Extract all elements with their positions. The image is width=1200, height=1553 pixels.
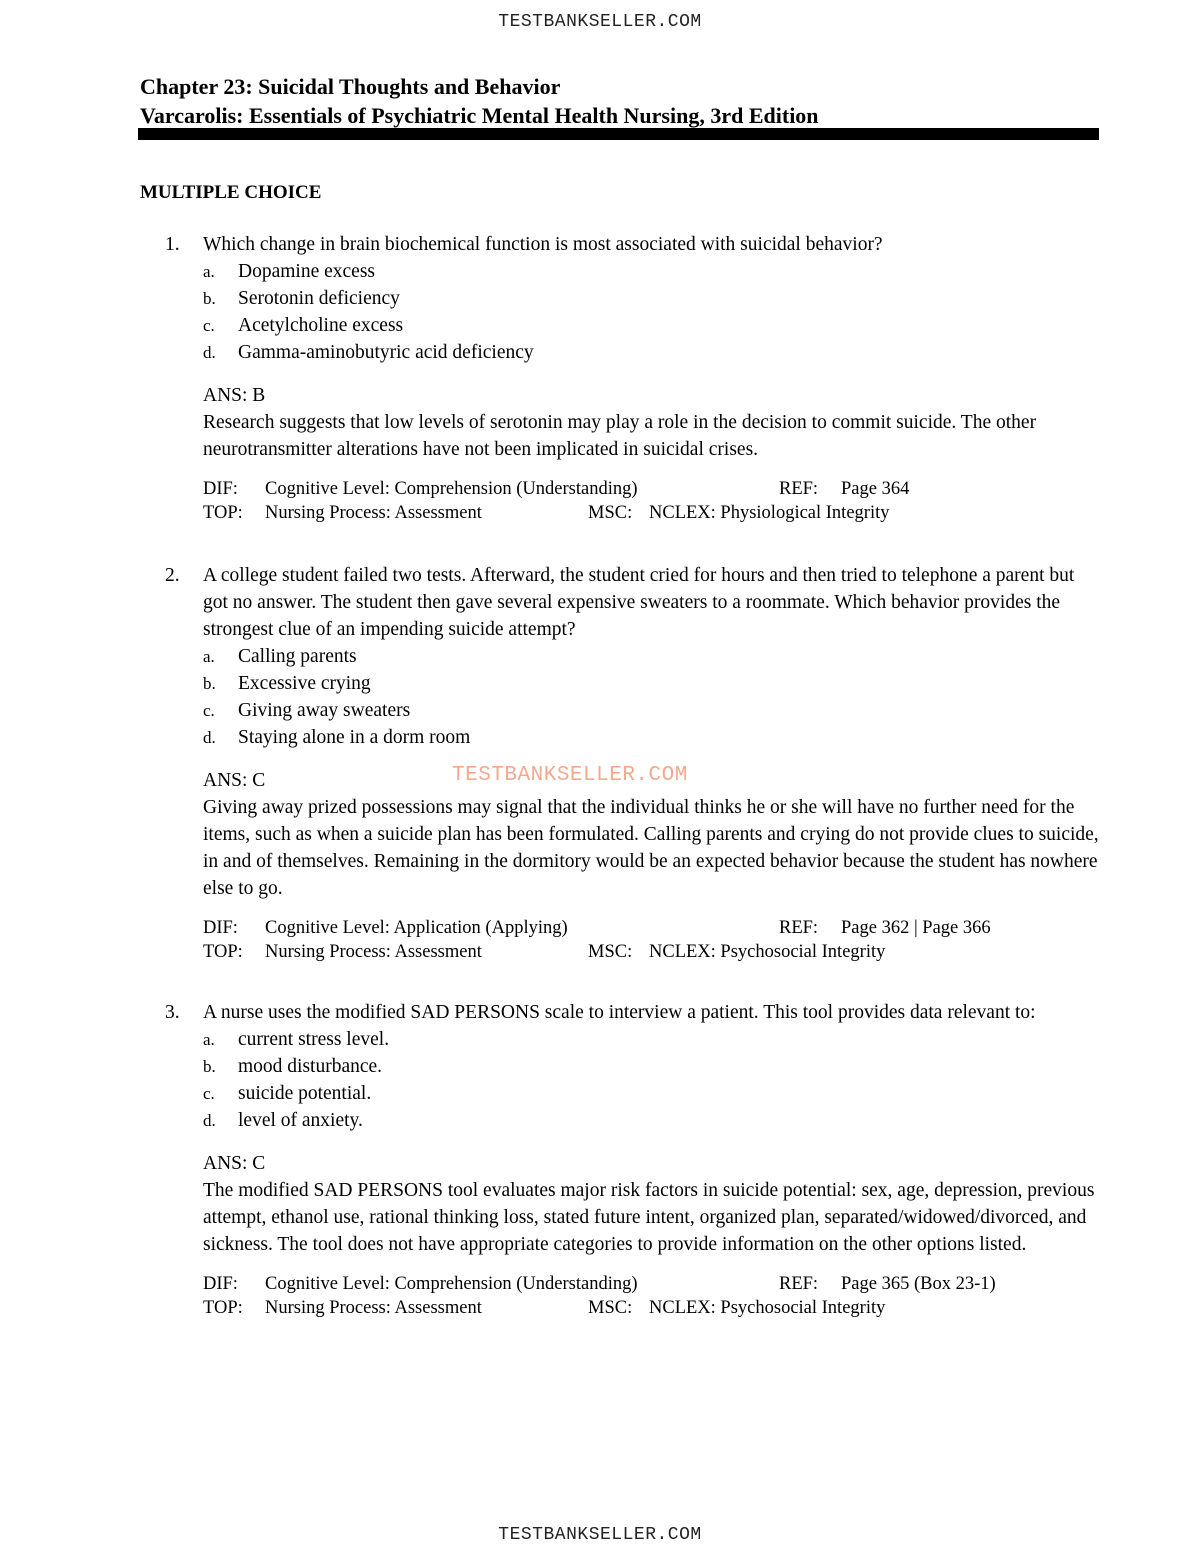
topic: Nursing Process: Assessment	[265, 942, 482, 962]
rationale: Giving away prized possessions may signal that the individual thinks he or she will have no further need for the items, such as when a suicide plan has been formulated. Calling parents and crying do not provide clues to suicide, in and of themselves. Remaining in the dormitory would be an expected behavior because the student has nowhere else to go.	[203, 797, 1099, 899]
option-text: suicide potential.	[238, 1083, 372, 1104]
ref-label: REF:	[779, 1274, 819, 1294]
msc: NCLEX: Psychosocial Integrity	[649, 942, 886, 962]
question-3	[165, 999, 1100, 1320]
option-b	[203, 1053, 1100, 1080]
dif-label: DIF:	[203, 479, 238, 499]
option-text: Staying alone in a dorm room	[238, 727, 471, 748]
msc: NCLEX: Psychosocial Integrity	[649, 1298, 886, 1318]
option-a	[203, 258, 1100, 285]
header-rule	[138, 128, 1099, 140]
option-a	[203, 643, 1100, 670]
question-stem: A college student failed two tests. Afterward, the student cried for hours and then tried to telephone a parent but got no answer. The student then gave several expensive sweaters to a roommate. Which behavior provides the strongest clue of an impending suicide attempt?	[203, 565, 1075, 640]
option-text: current stress level.	[238, 1029, 390, 1050]
top-label: TOP:	[203, 503, 243, 523]
option-text: Acetylcholine excess	[238, 315, 404, 336]
section-heading: MULTIPLE CHOICE	[140, 182, 322, 203]
option-letter: d.	[203, 1111, 216, 1130]
msc-label: MSC:	[588, 1298, 633, 1318]
msc-label: MSC:	[588, 503, 633, 523]
option-text: Calling parents	[238, 646, 357, 667]
difficulty: Cognitive Level: Application (Applying)	[265, 918, 568, 938]
reference: Page 365 (Box 23-1)	[841, 1274, 996, 1294]
option-text: Gamma-aminobutyric acid deficiency	[238, 342, 534, 363]
option-a	[203, 1026, 1100, 1053]
top-label: TOP:	[203, 942, 243, 962]
option-letter: c.	[203, 1084, 215, 1103]
question-number: 1.	[165, 234, 180, 255]
difficulty: Cognitive Level: Comprehension (Understanding)	[265, 1274, 638, 1294]
question-2	[165, 562, 1100, 964]
options-list	[203, 643, 1100, 751]
option-c	[203, 697, 1100, 724]
option-c	[203, 312, 1100, 339]
reference: Page 362 | Page 366	[841, 918, 991, 938]
option-letter: d.	[203, 343, 216, 362]
option-letter: c.	[203, 316, 215, 335]
question-number: 2.	[165, 565, 180, 586]
question-metadata	[203, 1272, 1100, 1320]
book-title: Varcarolis: Essentials of Psychiatric Mental Health Nursing, 3rd Edition	[140, 103, 819, 128]
option-text: mood disturbance.	[238, 1056, 383, 1077]
option-d	[203, 724, 1100, 751]
option-text: Excessive crying	[238, 673, 371, 694]
question-stem: Which change in brain biochemical function is most associated with suicidal behavior?	[203, 234, 883, 255]
answer-key: ANS: B	[203, 385, 266, 406]
option-letter: b.	[203, 289, 216, 308]
option-text: level of anxiety.	[238, 1110, 363, 1131]
option-text: Serotonin deficiency	[238, 288, 400, 309]
answer-key: ANS: C	[203, 770, 266, 791]
option-d	[203, 1107, 1100, 1134]
question-metadata	[203, 916, 1100, 964]
difficulty: Cognitive Level: Comprehension (Understanding)	[265, 479, 638, 499]
watermark-middle: TESTBANKSELLER.COM	[452, 764, 688, 787]
question-stem: A nurse uses the modified SAD PERSONS scale to interview a patient. This tool provides data relevant to:	[203, 1002, 1036, 1023]
option-text: Giving away sweaters	[238, 700, 411, 721]
option-letter: a.	[203, 262, 215, 281]
question-metadata	[203, 477, 1100, 525]
dif-label: DIF:	[203, 1274, 238, 1294]
option-b	[203, 670, 1100, 697]
question-number: 3.	[165, 1002, 180, 1023]
top-label: TOP:	[203, 1298, 243, 1318]
topic: Nursing Process: Assessment	[265, 1298, 482, 1318]
msc: NCLEX: Physiological Integrity	[649, 503, 890, 523]
option-c	[203, 1080, 1100, 1107]
watermark-top: TESTBANKSELLER.COM	[498, 12, 702, 32]
answer-key: ANS: C	[203, 1153, 266, 1174]
option-letter: a.	[203, 1030, 215, 1049]
option-b	[203, 285, 1100, 312]
option-text: Dopamine excess	[238, 261, 375, 282]
question-1	[165, 231, 1100, 525]
document-header	[140, 72, 1100, 130]
option-letter: c.	[203, 701, 215, 720]
option-letter: d.	[203, 728, 216, 747]
rationale: The modified SAD PERSONS tool evaluates major risk factors in suicide potential: sex, age, depression, previous attempt, ethanol use, rational thinking loss, stated future intent, organized plan, separated/widowed/divorced, and sickness. The tool does not have appropriate categories to provide information on the other options listed.	[203, 1180, 1095, 1255]
ref-label: REF:	[779, 479, 819, 499]
topic: Nursing Process: Assessment	[265, 503, 482, 523]
option-letter: b.	[203, 1057, 216, 1076]
option-letter: a.	[203, 647, 215, 666]
chapter-title: Chapter 23: Suicidal Thoughts and Behavior	[140, 74, 561, 99]
ref-label: REF:	[779, 918, 819, 938]
options-list	[203, 258, 1100, 366]
options-list	[203, 1026, 1100, 1134]
option-d	[203, 339, 1100, 366]
rationale: Research suggests that low levels of serotonin may play a role in the decision to commit suicide. The other neurotransmitter alterations have not been implicated in suicidal crises.	[203, 412, 1037, 460]
dif-label: DIF:	[203, 918, 238, 938]
watermark-bottom: TESTBANKSELLER.COM	[498, 1525, 702, 1545]
msc-label: MSC:	[588, 942, 633, 962]
reference: Page 364	[841, 479, 910, 499]
option-letter: b.	[203, 674, 216, 693]
